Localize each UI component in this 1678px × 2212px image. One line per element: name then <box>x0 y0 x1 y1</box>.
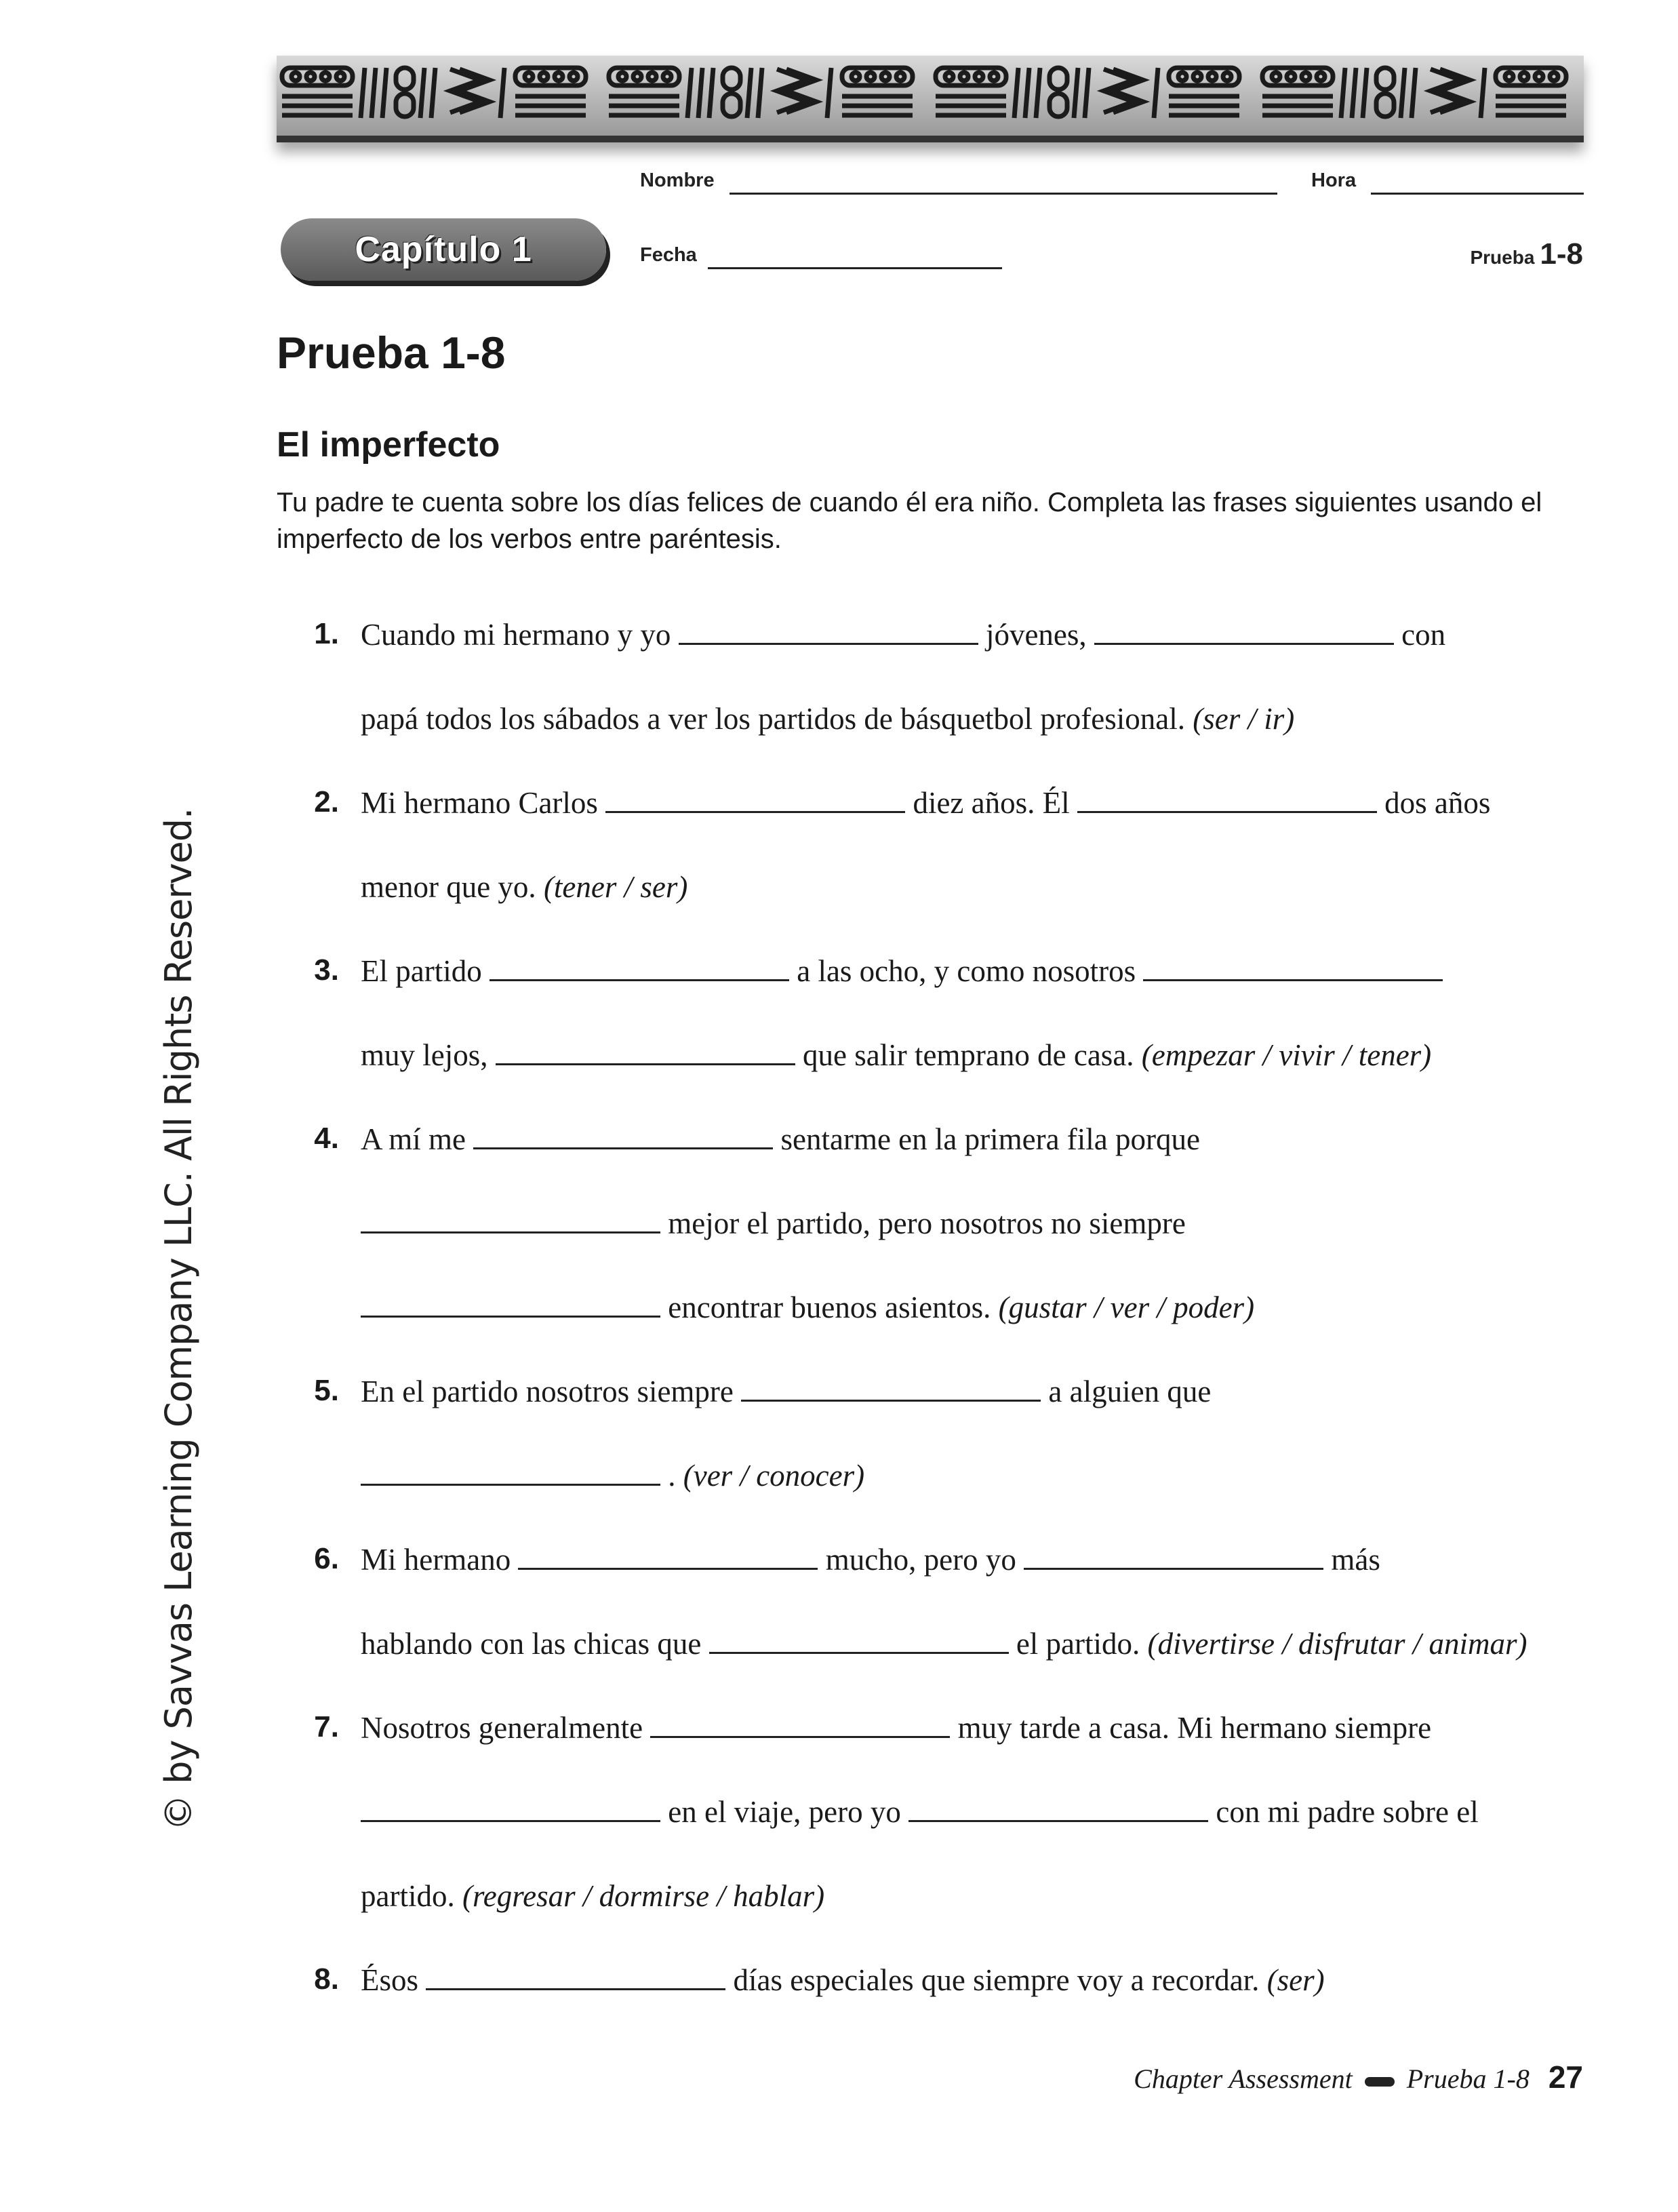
question-text <box>361 1458 864 1493</box>
question-text <box>361 869 687 905</box>
verb-hint: (gustar / ver / poder) <box>998 1290 1255 1324</box>
nombre-field[interactable] <box>730 193 1277 195</box>
question-text-segment: con <box>1401 618 1446 652</box>
question-text <box>361 785 1490 821</box>
question-text-segment: muy tarde a casa. Mi hermano siempre <box>957 1711 1432 1745</box>
fecha-label: Fecha <box>640 244 697 266</box>
question-text-segment: En el partido nosotros siempre <box>361 1375 742 1408</box>
answer-blank[interactable] <box>1143 955 1443 981</box>
answer-blank[interactable] <box>1094 618 1394 645</box>
question-text-segment: días especiales que siempre voy a recordar. <box>733 1963 1267 1997</box>
chapter-badge <box>281 218 606 281</box>
question-text-segment: dos años <box>1384 786 1491 820</box>
question-text-segment: hablando con las chicas que <box>361 1627 709 1661</box>
answer-blank[interactable] <box>709 1627 1009 1654</box>
footer-label: Chapter Assessment <box>1134 2063 1353 2094</box>
decorative-banner <box>277 56 1584 142</box>
answer-blank[interactable] <box>1077 787 1377 813</box>
answer-blank[interactable] <box>361 1796 660 1822</box>
page-number: 27 <box>1548 2059 1583 2095</box>
answer-blank[interactable] <box>361 1459 660 1486</box>
question-text-segment: Cuando mi hermano y yo <box>361 618 679 652</box>
quiz-word: Prueba <box>1470 247 1535 268</box>
question-number: 8. <box>314 1962 339 1996</box>
question-text-segment: jóvenes, <box>985 618 1094 652</box>
question-text <box>361 1122 1200 1157</box>
question-number: 7. <box>314 1710 339 1743</box>
hora-field[interactable] <box>1371 193 1584 195</box>
answer-blank[interactable] <box>426 1964 725 1990</box>
question-text <box>361 701 1294 736</box>
question-text-segment: mejor el partido, pero nosotros no siempre <box>668 1206 1186 1240</box>
question-text-segment: partido. <box>361 1879 462 1913</box>
question-text <box>361 1626 1527 1661</box>
question-text-segment: más <box>1331 1543 1380 1577</box>
question-text <box>361 1206 1186 1241</box>
verb-hint: (regresar / dormirse / hablar) <box>462 1879 825 1913</box>
footer-quiz: Prueba 1-8 <box>1406 2063 1530 2094</box>
question-text-segment: El partido <box>361 954 490 988</box>
question-text-segment: A mí me <box>361 1122 474 1156</box>
question-text <box>361 1794 1479 1830</box>
question-text <box>361 1878 824 1914</box>
answer-blank[interactable] <box>605 787 905 813</box>
question-text-segment: diez años. Él <box>913 786 1077 820</box>
answer-blank[interactable] <box>490 955 789 981</box>
section-title: El imperfecto <box>277 425 500 465</box>
question-text-segment: a alguien que <box>1048 1375 1212 1408</box>
question-text-segment: con mi padre sobre el <box>1216 1795 1479 1829</box>
verb-hint: (divertirse / disfrutar / animar) <box>1147 1627 1527 1661</box>
question-number: 6. <box>314 1542 339 1575</box>
question-text-segment: encontrar buenos asientos. <box>668 1290 999 1324</box>
question-text-segment: sentarme en la primera fila porque <box>780 1122 1200 1156</box>
question-number: 4. <box>314 1122 339 1155</box>
quiz-id-header <box>1470 237 1583 271</box>
answer-blank[interactable] <box>650 1712 950 1738</box>
verb-hint: (tener / ser) <box>543 870 688 904</box>
question-text <box>361 1374 1211 1409</box>
question-text-segment: mucho, pero yo <box>825 1543 1024 1577</box>
question-text-segment: Mi hermano <box>361 1543 519 1577</box>
verb-hint: (ser) <box>1266 1963 1325 1997</box>
question-text <box>361 1710 1431 1745</box>
instructions: Tu padre te cuenta sobre los días felices de cuando él era niño. Completa las frases siguientes usando el imperfecto de los verbos entre paréntesis. <box>277 488 1542 554</box>
verb-hint: (empezar / vivir / tener) <box>1141 1038 1432 1072</box>
chapter-badge-label: Capítulo 1 <box>355 230 532 269</box>
question-number: 3. <box>314 953 339 987</box>
answer-blank[interactable] <box>361 1207 660 1233</box>
answer-blank[interactable] <box>361 1291 660 1318</box>
question-text-segment: menor que yo. <box>361 870 544 904</box>
answer-blank[interactable] <box>908 1796 1208 1822</box>
answer-blank[interactable] <box>741 1375 1041 1402</box>
footer-dash <box>1365 2077 1395 2087</box>
question-text-segment: . <box>668 1459 683 1493</box>
question-text-segment: en el viaje, pero yo <box>668 1795 909 1829</box>
question-text-segment: Mi hermano Carlos <box>361 786 606 820</box>
question-text-segment: Nosotros generalmente <box>361 1711 651 1745</box>
question-text <box>361 617 1445 652</box>
page-title: Prueba 1-8 <box>277 328 506 378</box>
verb-hint: (ser / ir) <box>1193 702 1295 736</box>
question-text <box>361 1962 1325 1998</box>
fecha-field[interactable] <box>708 267 1002 269</box>
question-number: 2. <box>314 785 339 818</box>
answer-blank[interactable] <box>679 618 978 645</box>
answer-blank[interactable] <box>496 1039 795 1065</box>
answer-blank[interactable] <box>518 1543 818 1570</box>
page-footer <box>1134 2059 1583 2095</box>
question-text-segment: Ésos <box>361 1963 426 1997</box>
hora-label: Hora <box>1311 170 1357 191</box>
question-text <box>361 1542 1380 1577</box>
question-text <box>361 1038 1431 1073</box>
question-number: 5. <box>314 1374 339 1407</box>
question-text-segment: que salir temprano de casa. <box>803 1038 1142 1072</box>
question-number: 1. <box>314 617 339 650</box>
question-text-segment: papá todos los sábados a ver los partidos de básquetbol profesional. <box>361 702 1193 736</box>
question-text <box>361 1290 1254 1325</box>
question-text-segment: el partido. <box>1016 1627 1148 1661</box>
answer-blank[interactable] <box>1024 1543 1323 1570</box>
verb-hint: (ver / conocer) <box>683 1459 865 1493</box>
nombre-label: Nombre <box>640 170 715 191</box>
copyright-notice: © by Savvas Learning Company LLC. All Rights Reserved. <box>157 808 200 1831</box>
answer-blank[interactable] <box>473 1123 773 1149</box>
question-text-segment: muy lejos, <box>361 1038 496 1072</box>
question-text <box>361 953 1443 989</box>
quiz-number: 1-8 <box>1540 237 1583 271</box>
question-text-segment: a las ocho, y como nosotros <box>797 954 1144 988</box>
